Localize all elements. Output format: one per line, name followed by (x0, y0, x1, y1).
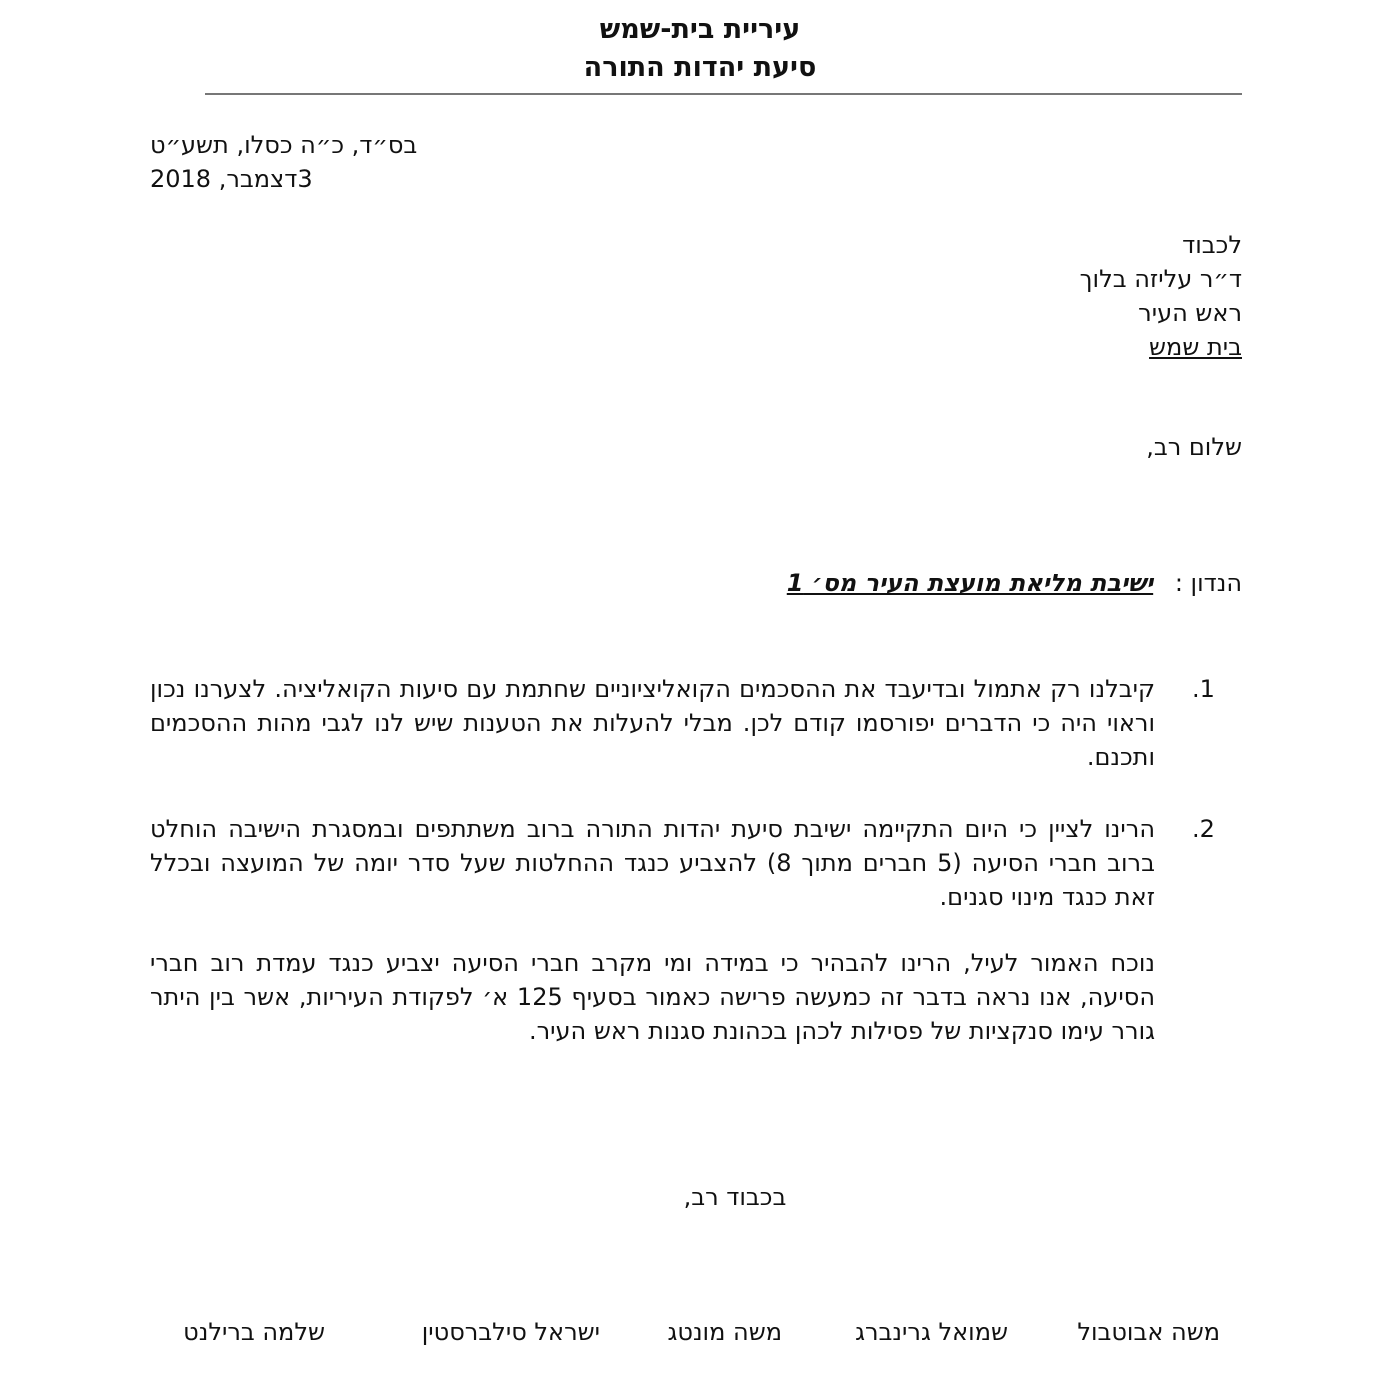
recipient-city-text: בית שמש (1149, 333, 1242, 361)
letterhead-faction: סיעת יהדות התורה (583, 52, 817, 83)
greeting: שלום רב, (1146, 433, 1242, 461)
warning-paragraph: נוכח האמור לעיל, הרינו להבהיר כי במידה ומי מקרב חברי הסיעה יצביע כנגד עמדת רוב חברי הסיעה, אנו נראה בדבר זה כמעשה פרישה כאמור בסעיף 125 א׳ לפקודת העיריות, אשר בין היתר גורר עימו סנקציות של פסילות לכהן בכהונת סגנות ראש העיר. (150, 949, 1155, 1045)
closing-text: בכבוד רב, (683, 1183, 787, 1211)
signatures-row (150, 1315, 1220, 1351)
list-item-number: 1. (1192, 675, 1215, 703)
signature-name: משה מונטג (667, 1318, 782, 1346)
list-item-text: קיבלנו רק אתמול ובדיעבד את ההסכמים הקואליציוניים שחתמת עם סיעות הקואליציה. לצערנו נכון וראוי היה כי הדברים יפורסמו קודם לכן. מבלי להעלות את הטענות שיש לנו לגבי מהות ההסכמים ותכנם. (150, 675, 1155, 771)
recipient-name: ד״ר עליזה בלוך (1079, 265, 1242, 293)
subject-text: ישיבת מליאת מועצת העיר מס׳ 1 (786, 569, 1154, 597)
header-divider (205, 93, 1242, 95)
signature-name: שלמה ברילנט (183, 1318, 325, 1346)
list-item-text: הרינו לציין כי היום התקיימה ישיבת סיעת יהדות התורה ברוב משתתפים ובמסגרת הישיבה הוחלט ברוב חברי הסיעה (5 חברים מתוך 8) להצביע כנגד ההחלטות שעל סדר יומה של המועצה ובכלל זאת כנגד מינוי סגנים. (150, 815, 1155, 911)
list-item-number: 2. (1192, 815, 1215, 843)
list-item (150, 812, 1250, 922)
signature-name: שמואל גרינברג (855, 1318, 1008, 1346)
subject-label: הנדון : (1174, 569, 1242, 597)
list-item (150, 672, 1250, 782)
closing (0, 1180, 1400, 1214)
recipient-city (742, 330, 1242, 364)
subject-line (787, 566, 1242, 600)
letterhead-municipality: עיריית בית-שמש (599, 14, 801, 45)
signature-name: ישראל סילברסטין (421, 1318, 600, 1346)
recipient-salutation: לכבוד (1182, 231, 1242, 259)
signature-name: משה אבוטבול (1077, 1318, 1220, 1346)
gregorian-date: 3דצמבר, 2018 (150, 165, 313, 193)
hebrew-date: בס״ד, כ״ה כסלו, תשע״ט (150, 131, 418, 159)
recipient-title: ראש העיר (1138, 299, 1242, 327)
